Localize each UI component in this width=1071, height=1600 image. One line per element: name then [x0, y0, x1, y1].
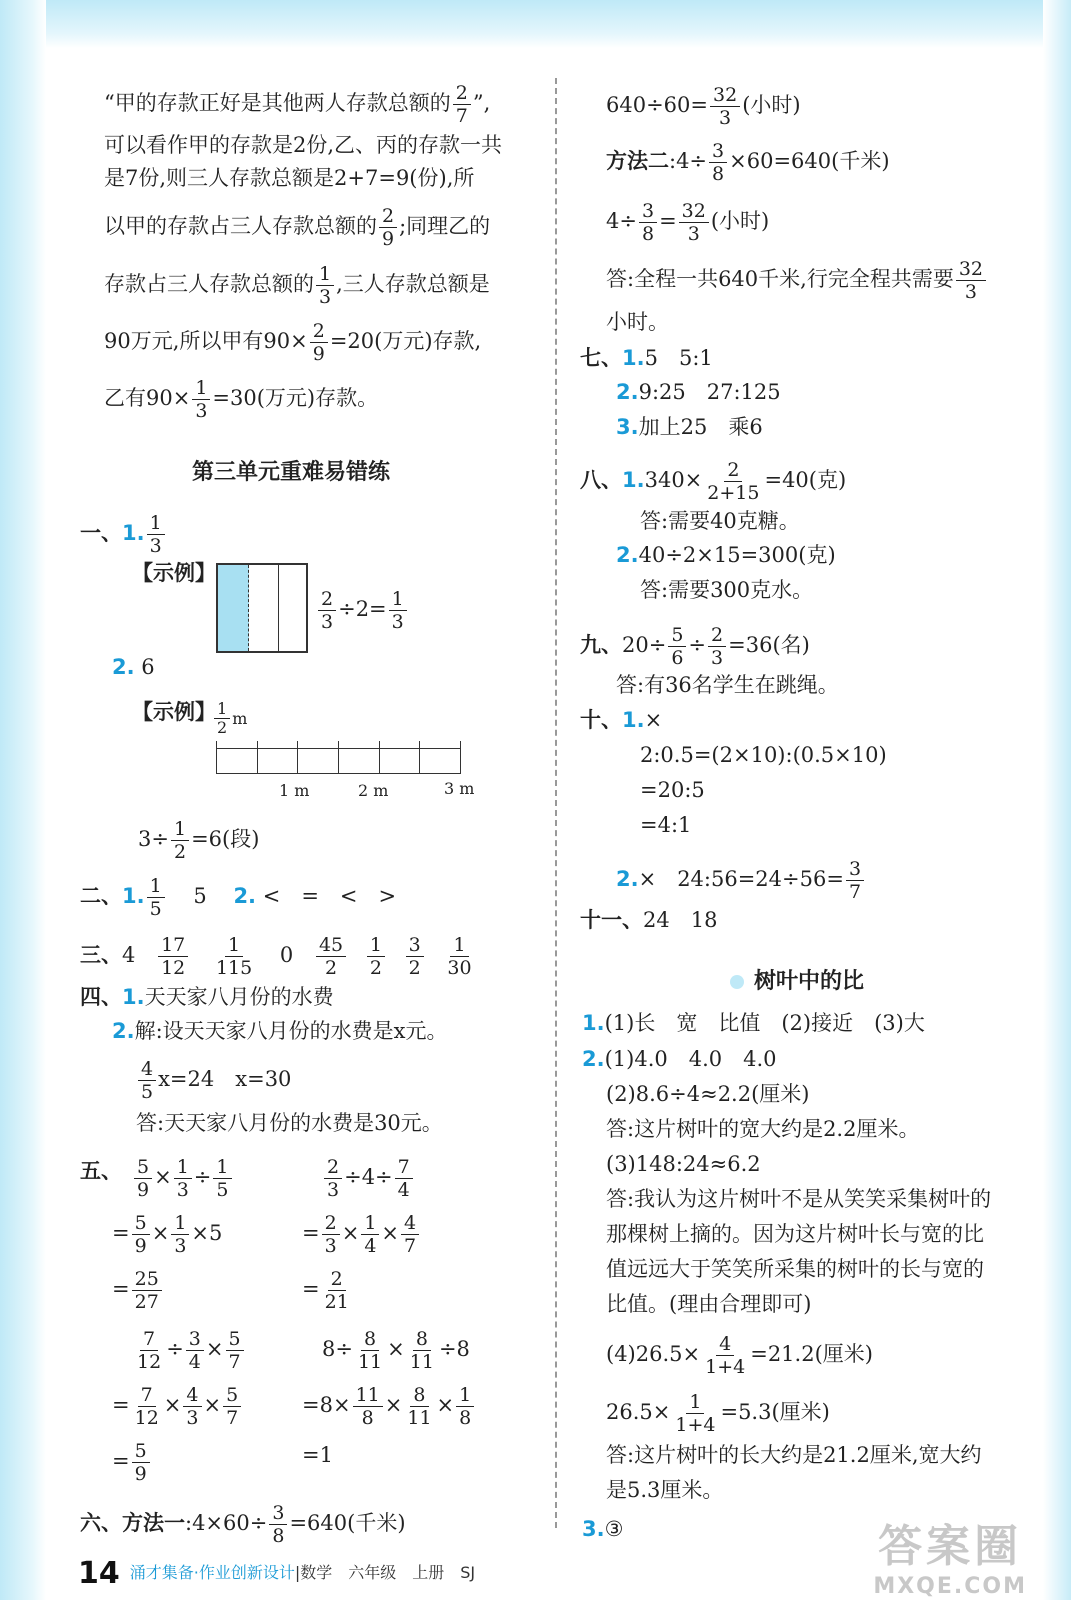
- equation: $\frac{2}{3}$ ÷2= $\frac{1}{3}$: [316, 588, 409, 633]
- segment-bar-diagram: [216, 748, 461, 774]
- equation: $\frac{4}{5}$ x=24 x=30: [136, 1058, 291, 1103]
- equation: 方法二:4÷ $\frac{3}{8}$ ×60=640(千米): [606, 140, 890, 185]
- question-si-2: 2.解:设天天家八月份的水费是x元。: [112, 1019, 448, 1043]
- fraction: $\frac{2}{7}$: [453, 82, 471, 127]
- question-er: 二、1. $\frac{1}{5}$ 5 2. < = < >: [80, 875, 397, 920]
- calc-row: =8× $\frac{11}{8}$ × $\frac{8}{11}$ × $\frac{1}{8}$: [302, 1384, 476, 1429]
- text-line: (3)148:24≈6.2: [606, 1152, 761, 1176]
- calc-row: =4:1: [640, 813, 692, 837]
- answer-line: 答:全程一共640千米,行完全程共需要 $\frac{32}{3}$: [606, 258, 988, 303]
- calc-row: = $\frac{5}{9}$ × $\frac{1}{3}$ ×5: [112, 1212, 223, 1257]
- answer-line: 答:需要40克糖。: [640, 509, 800, 533]
- question-liu: 六、方法一:4×60÷ $\frac{3}{8}$ =640(千米): [80, 1502, 406, 1547]
- equation: 26.5× $\frac{1}{1+4}$ =5.3(厘米): [606, 1391, 830, 1436]
- equation: 3÷ $\frac{1}{2}$ =6(段): [138, 818, 260, 863]
- text-line: 是5.3厘米。: [606, 1478, 724, 1502]
- text-line: 以甲的存款占三人存款总额的 $\frac{2}{9}$ ;同理乙的: [104, 205, 491, 250]
- tick-label: 3 m: [444, 779, 475, 798]
- question-ba-2: 2.40÷2×15=300(克): [616, 543, 836, 567]
- text-line: 答:这片树叶的宽大约是2.2厘米。: [606, 1117, 920, 1141]
- question-shi-1: 十、1.×: [580, 708, 663, 732]
- fraction: $\frac{1}{3}$: [192, 377, 210, 422]
- calc-row: = $\frac{2}{3}$ × $\frac{1}{4}$ × $\frac{4}{7}$: [302, 1212, 421, 1257]
- answer-line: 小时。: [606, 310, 669, 334]
- series-name: 涌才集备·作业创新设计: [129, 1563, 295, 1582]
- text-line: 乙有90× $\frac{1}{3}$ =30(万元)存款。: [104, 377, 379, 422]
- example-label: 【示例】: [132, 700, 216, 724]
- calc-row: = $\frac{2}{21}$: [302, 1268, 349, 1313]
- question-leaf-2: 2.(1)4.0 4.0 4.0: [582, 1047, 777, 1071]
- question-1: 一、1. $\frac{1}{3}$: [80, 512, 167, 557]
- question-2: 2. 6: [112, 655, 155, 679]
- fraction: $\frac{2}{9}$: [310, 320, 328, 365]
- text-line: 答:我认为这片树叶不是从笑笑采集树叶的: [606, 1187, 992, 1211]
- calc-row: $\frac{5}{9}$ × $\frac{1}{3}$ ÷ $\frac{1}{5}$: [132, 1156, 234, 1201]
- bullet-icon: [730, 975, 744, 989]
- text-line: 那棵树上摘的。因为这片树叶长与宽的比: [606, 1222, 984, 1246]
- question-leaf-1: 1.(1)长 宽 比值 (2)接近 (3)大: [582, 1011, 925, 1035]
- tick-label: 1 m: [279, 781, 310, 800]
- calc-row: = $\frac{7}{12}$ × $\frac{4}{3}$ × $\frac{5}{7}$: [112, 1384, 243, 1429]
- watermark: 答案圈 MXQE.COM: [873, 1521, 1027, 1599]
- fraction: $\frac{2}{9}$: [379, 205, 397, 250]
- calc-row: $\frac{7}{12}$ ÷ $\frac{3}{4}$ × $\frac{5}{7}$: [132, 1328, 246, 1373]
- question-wu-label: 五、: [80, 1159, 122, 1183]
- tick-label: 2 m: [358, 781, 389, 800]
- calc-row: $\frac{2}{3}$ ÷4÷ $\frac{7}{4}$: [322, 1156, 415, 1201]
- divider-line: [278, 565, 279, 651]
- question-qi-3: 3.加上25 乘6: [616, 415, 763, 439]
- question-si-1: 四、1.天天家八月份的水费: [80, 985, 334, 1009]
- calc-row: =1: [302, 1443, 333, 1467]
- calc-row: = $\frac{25}{27}$: [112, 1268, 164, 1313]
- fraction: $\frac{1}{3}$: [316, 263, 334, 308]
- section-title: 树叶中的比: [730, 964, 864, 995]
- calc-row: =20:5: [640, 778, 705, 802]
- page-footer: [78, 1556, 475, 1591]
- shaded-part: [218, 565, 249, 651]
- question-jiu: 九、20÷ $\frac{5}{6}$ ÷ $\frac{2}{3}$ =36(名): [580, 624, 810, 669]
- text-line: 答:这片树叶的长大约是21.2厘米,宽大约: [606, 1443, 982, 1467]
- text-line: “甲的存款正好是其他两人存款总额的 $\frac{2}{7}$ ”,: [104, 82, 491, 127]
- text-line: 存款占三人存款总额的 $\frac{1}{3}$ ,三人存款总额是: [104, 263, 490, 308]
- equation: 4÷ $\frac{3}{8}$ = $\frac{32}{3}$ (小时): [606, 200, 770, 245]
- question-qi-2: 2.9:25 27:125: [616, 380, 781, 404]
- text-line: 是7份,则三人存款总额是2+7=9(份),所: [104, 166, 475, 190]
- text-line: 可以看作甲的存款是2份,乙、丙的存款一共: [104, 133, 503, 157]
- equation: (4)26.5× $\frac{4}{1+4}$ =21.2(厘米): [606, 1333, 873, 1378]
- calc-row: 2:0.5=(2×10):(0.5×10): [640, 743, 887, 767]
- text-line: (2)8.6÷4≈2.2(厘米): [606, 1082, 810, 1106]
- fraction: $\frac{1}{3}$: [147, 512, 165, 557]
- calc-row: = $\frac{5}{9}$: [112, 1440, 152, 1485]
- equation: 640÷60= $\frac{32}{3}$ (小时): [606, 84, 801, 129]
- text-line: 值远远大于笑笑所采集的树叶的长与宽的: [606, 1257, 984, 1281]
- book-info: |数学 六年级 上册 SJ: [294, 1563, 476, 1582]
- section-title: 第三单元重难易错练: [192, 460, 391, 485]
- answer-line: 答:天天家八月份的水费是30元。: [136, 1111, 443, 1135]
- page-border-right: [1043, 0, 1071, 1600]
- question-shi-2: 2.× 24:56=24÷56= $\frac{3}{7}$: [616, 858, 866, 903]
- text-line: 比值。(理由合理即可): [606, 1292, 812, 1316]
- example-label: 【示例】: [132, 561, 216, 585]
- column-divider: [555, 78, 557, 1528]
- text-line: 90万元,所以甲有90× $\frac{2}{9}$ =20(万元)存款,: [104, 320, 482, 365]
- calc-row: 8÷ $\frac{8}{11}$ × $\frac{8}{11}$ ÷8: [322, 1328, 470, 1373]
- question-shiyi: 十一、24 18: [580, 908, 718, 932]
- page-border-top: [0, 0, 1071, 48]
- question-leaf-3: 3.③: [582, 1517, 624, 1541]
- fraction-grid-diagram: [216, 563, 308, 653]
- question-san: 三、4 $\frac{17}{12}$ $\frac{1}{115}$ 0 $\frac{45}{2}$ $\frac{1}{2}$ $\frac{3}{2}$ $\frac{1}{30}$: [80, 934, 472, 979]
- segment-label: $\frac{1}{2}$ m: [212, 700, 247, 737]
- answer-line: 答:需要300克水。: [640, 578, 814, 602]
- question-ba-1: 八、1.340× $\frac{2}{2+15}$ =40(克): [580, 459, 847, 504]
- page-number: 14: [78, 1556, 120, 1591]
- question-qi-1: 七、1.5 5:1: [580, 346, 713, 370]
- answer-line: 答:有36名学生在跳绳。: [616, 673, 839, 697]
- page-border-left: [0, 0, 46, 1600]
